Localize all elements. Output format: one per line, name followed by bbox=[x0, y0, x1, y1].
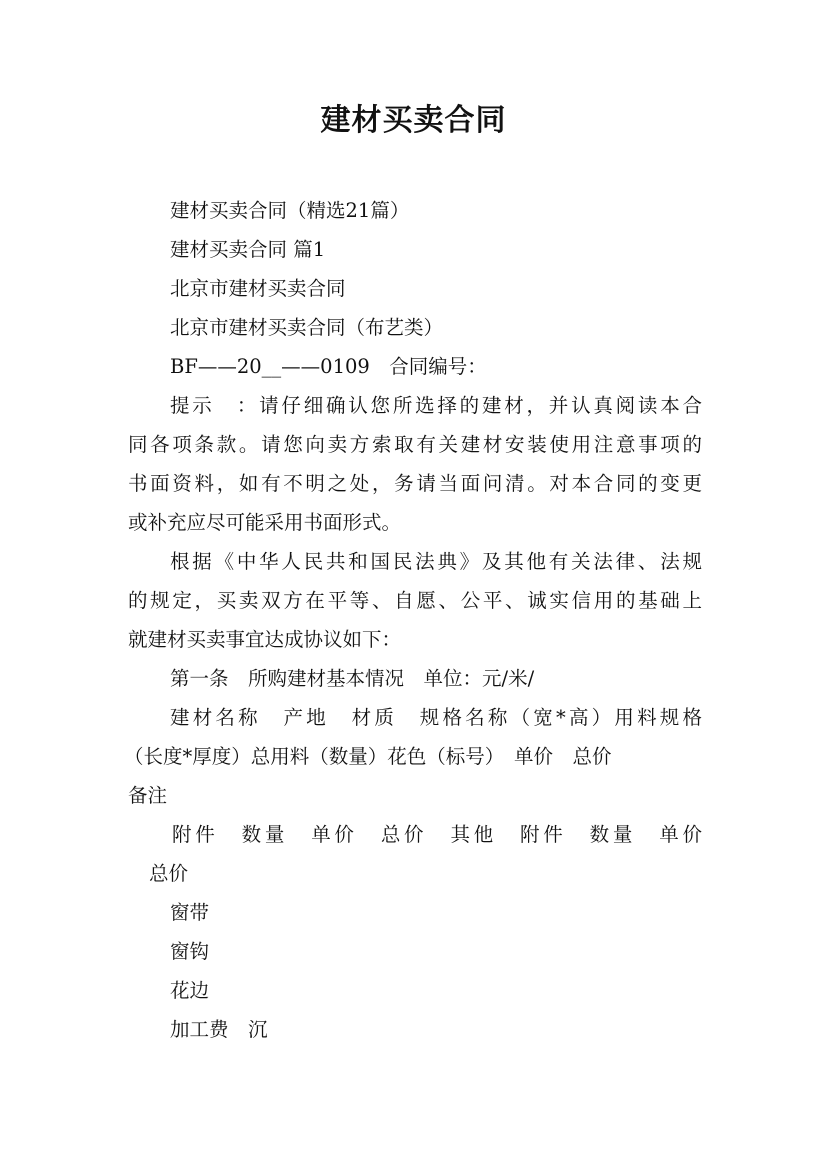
text-line: 建材买卖合同 篇1 bbox=[170, 238, 326, 261]
text-line: 北京市建材买卖合同（布艺类） bbox=[170, 316, 444, 339]
text-line: 或补充应尽可能采用书面形式。 bbox=[128, 511, 402, 534]
document-title: 建材买卖合同 bbox=[320, 103, 507, 138]
text-line: 的规定，买卖双方在平等、自愿、公平、诚实信用的基础上 bbox=[128, 589, 702, 612]
text-line: BF——20__——0109 合同编号： bbox=[170, 355, 487, 378]
text-line: 备注 bbox=[128, 784, 168, 807]
text-line: 窗带 bbox=[170, 901, 210, 924]
text-line: 建材名称 产地 材质 规格名称（宽*高）用料规格 bbox=[170, 706, 702, 729]
text-line: （长度*厚度）总用料（数量）花色（标号） 单价 总价 bbox=[124, 745, 612, 768]
text-line: 花边 bbox=[170, 979, 210, 1002]
text-line: 窗钩 bbox=[170, 940, 210, 963]
text-line: 提示 ：请仔细确认您所选择的建材，并认真阅读本合 bbox=[170, 394, 702, 417]
text-line: 第一条 所购建材基本情况 单位：元/米/ bbox=[170, 667, 535, 690]
text-line: 同各项条款。请您向卖方索取有关建材安装使用注意事项的 bbox=[128, 433, 702, 456]
text-line: 书面资料，如有不明之处，务请当面问清。对本合同的变更 bbox=[128, 472, 702, 495]
text-line: 根据《中华人民共和国民法典》及其他有关法律、法规 bbox=[170, 550, 702, 573]
text-line: 加工费 沉 bbox=[170, 1018, 268, 1041]
text-line: 北京市建材买卖合同 bbox=[170, 277, 346, 300]
text-line: 附件 数量 单价 总价 其他 附件 数量 单价 bbox=[172, 823, 702, 846]
text-line: 总价 bbox=[149, 862, 189, 885]
text-line: 就建材买卖事宜达成协议如下： bbox=[128, 628, 402, 651]
text-line: 建材买卖合同（精选21篇） bbox=[170, 199, 410, 222]
